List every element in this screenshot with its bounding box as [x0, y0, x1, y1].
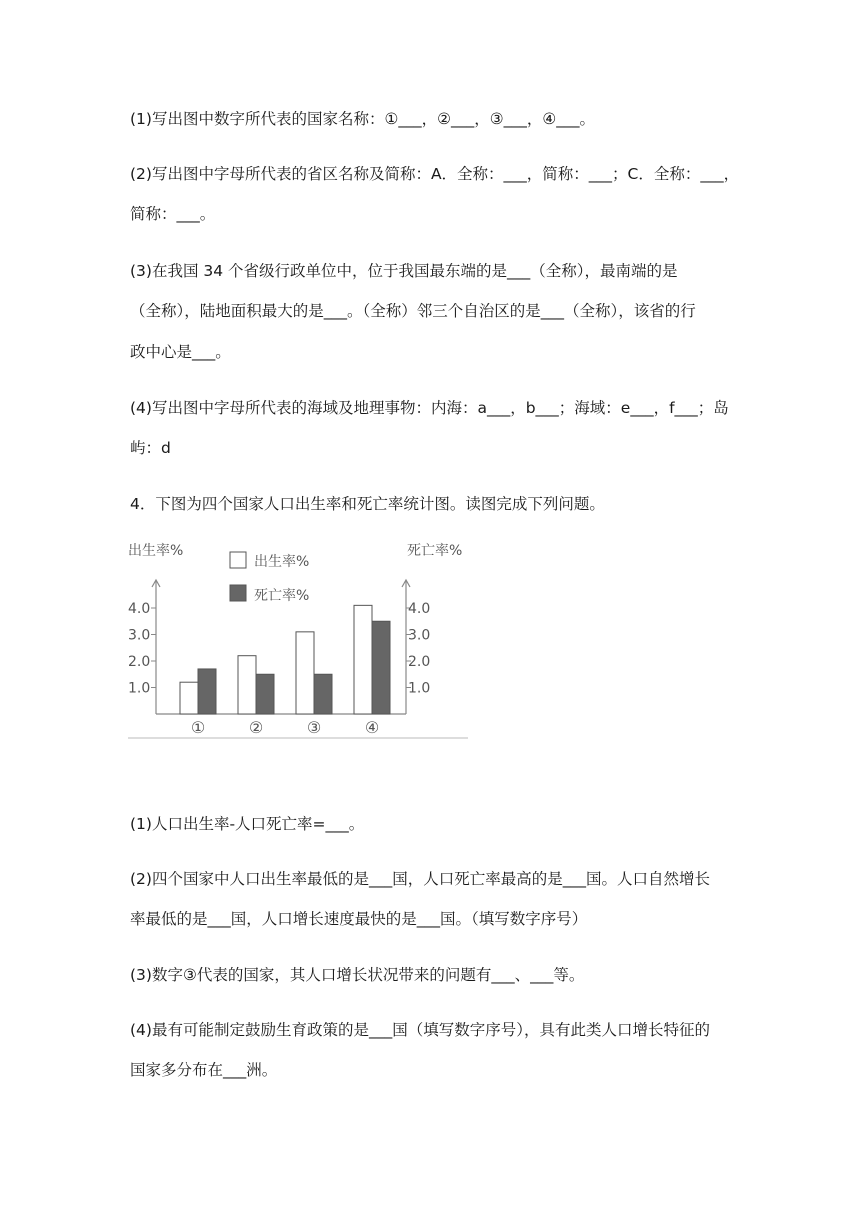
question-1-2-line2: 简称：___。 — [130, 205, 216, 223]
question-1-4-line2: 屿：d — [130, 439, 171, 457]
legend-label-death-rate: 死亡率% — [254, 588, 310, 604]
question-2-2-line1: (2)四个国家中人口出生率最低的是___国，人口死亡率最高的是___国。人口自然增长 — [130, 870, 710, 888]
left-axis-title: 出生率% — [128, 543, 184, 559]
right-y-tick-label: 1.0 — [408, 680, 431, 697]
right-y-tick-label: 4.0 — [408, 601, 431, 617]
left-y-tick-label: 2.0 — [128, 654, 151, 670]
right-y-tick-label: 3.0 — [408, 627, 431, 644]
question-2-3: (3)数字③代表的国家，其人口增长状况带来的问题有___、___等。 — [130, 966, 585, 984]
bar-death-rate — [256, 674, 274, 714]
bar-birth-rate — [238, 656, 256, 714]
right-axis-title: 死亡率% — [407, 543, 463, 559]
legend-label-birth-rate: 出生率% — [254, 554, 310, 570]
x-category-label: ④ — [364, 718, 380, 737]
x-category-label: ② — [248, 718, 264, 737]
problem-4-title: 4．下图为四个国家人口出生率和死亡率统计图。读图完成下列问题。 — [130, 495, 605, 513]
question-2-2-line2: 率最低的是___国，人口增长速度最快的是___国。（填写数字序号） — [130, 910, 588, 928]
x-category-label: ① — [190, 718, 206, 737]
question-1-2-line1: (2)写出图中字母所代表的省区名称及简称：A．全称：___，简称：___；C．全称：___， — [130, 165, 740, 183]
question-1-3-line2: （全称），陆地面积最大的是___。（全称）邻三个自治区的是___（全称），该省的行 — [130, 302, 696, 320]
question-2-1: (1)人口出生率-人口死亡率=___。 — [130, 815, 365, 833]
left-y-tick-label: 3.0 — [128, 627, 151, 644]
question-2-4-line2: 国家多分布在___洲。 — [130, 1061, 278, 1079]
question-1-4-line1: (4)写出图中字母所代表的海域及地理事物：内海：a___，b___；海域：e___，f___；岛 — [130, 399, 729, 417]
birth-death-rate-chart — [126, 538, 476, 742]
bar-death-rate — [372, 621, 390, 714]
question-2-4-line1: (4)最有可能制定鼓励生育政策的是___国（填写数字序号），具有此类人口增长特征的 — [130, 1021, 710, 1039]
legend-swatch-birth-rate — [230, 552, 246, 568]
left-y-tick-label: 1.0 — [128, 680, 151, 697]
bar-death-rate — [198, 669, 216, 714]
left-y-tick-label: 4.0 — [128, 601, 151, 617]
bar-birth-rate — [180, 682, 198, 714]
bar-death-rate — [314, 674, 332, 714]
question-1-3-line3: 政中心是___。 — [130, 343, 231, 361]
legend-swatch-death-rate — [230, 585, 246, 601]
bar-birth-rate — [354, 605, 372, 714]
question-1-1: (1)写出图中数字所代表的国家名称：①___，②___，③___，④___。 — [130, 110, 596, 128]
right-y-tick-label: 2.0 — [408, 654, 431, 670]
x-category-label: ③ — [306, 718, 322, 737]
question-1-3-line1: (3)在我国 34 个省级行政单位中，位于我国最东端的是___（全称），最南端的是 — [130, 262, 678, 280]
bar-birth-rate — [296, 632, 314, 714]
